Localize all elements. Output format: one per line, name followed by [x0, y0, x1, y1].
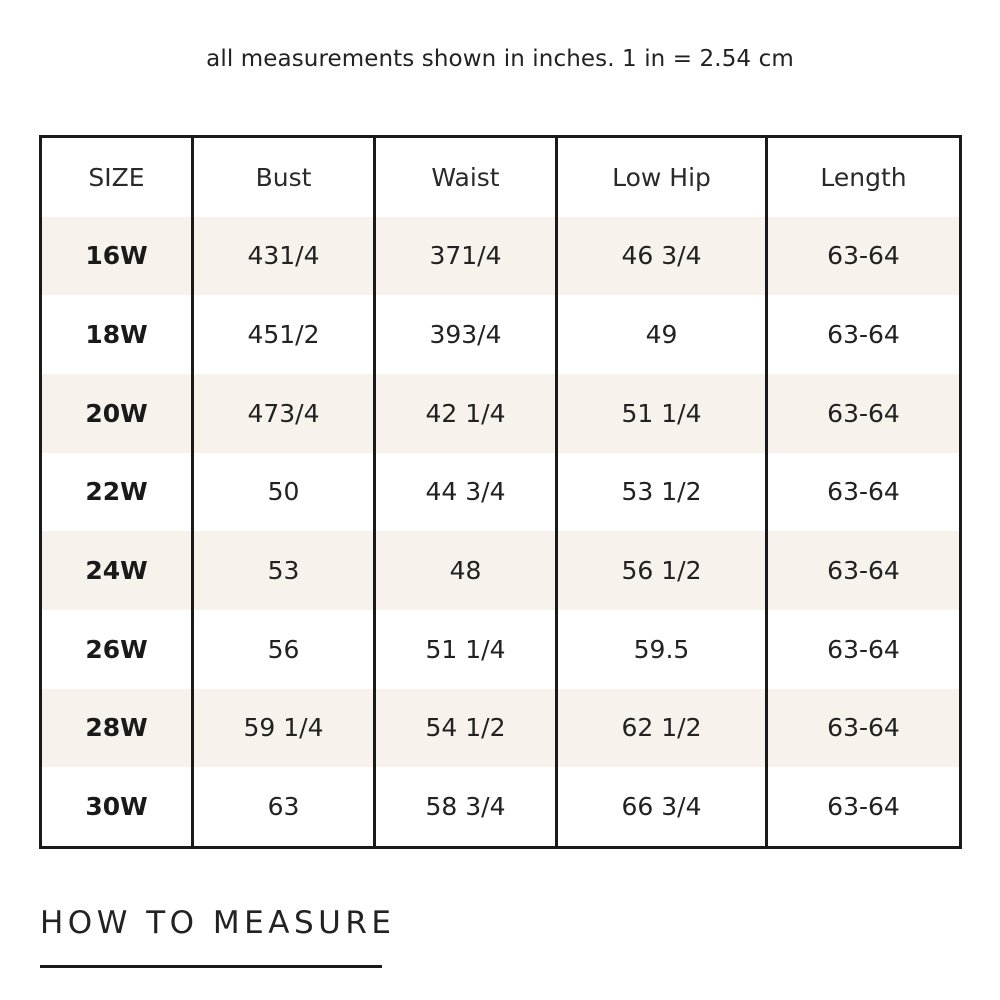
bust-cell: 63	[194, 767, 376, 846]
length-cell: 63-64	[768, 689, 959, 768]
bust-cell: 50	[194, 453, 376, 532]
waist-cell: 393/4	[376, 295, 558, 374]
waist-cell: 44 3/4	[376, 453, 558, 532]
header-low-hip: Low Hip	[558, 138, 768, 217]
header-length: Length	[820, 162, 907, 192]
size-cell: 22W	[42, 453, 194, 532]
length-cell: 63-64	[768, 374, 959, 453]
low-hip-cell: 49	[558, 295, 768, 374]
waist-cell: 51 1/4	[376, 610, 558, 689]
bust-cell: 473/4	[194, 374, 376, 453]
units-note: all measurements shown in inches. 1 in = 2.54 cm	[206, 46, 794, 72]
low-hip-cell: 59.5	[558, 610, 768, 689]
waist-cell: 48	[376, 531, 558, 610]
size-cell: 26W	[42, 610, 194, 689]
waist-cell: 371/4	[376, 217, 558, 296]
header-waist: Waist	[376, 138, 558, 217]
bust-cell: 53	[194, 531, 376, 610]
length-cell: 63-64	[827, 634, 900, 664]
length-cell: 63-64	[827, 477, 900, 507]
low-hip-cell: 66 3/4	[558, 767, 768, 846]
waist-cell: 42 1/4	[376, 374, 558, 453]
low-hip-cell: 46 3/4	[558, 217, 768, 296]
size-chart-table	[39, 135, 962, 849]
bust-cell: 451/2	[194, 295, 376, 374]
low-hip-cell: 51 1/4	[558, 374, 768, 453]
low-hip-cell: 56 1/2	[558, 531, 768, 610]
header-bust: Bust	[194, 138, 376, 217]
length-cell: 63-64	[768, 217, 959, 296]
bust-cell: 56	[194, 610, 376, 689]
how-to-measure-heading[interactable]: HOW TO MEASURE	[40, 905, 396, 941]
size-cell: 28W	[42, 689, 194, 768]
length-cell: 63-64	[827, 320, 900, 350]
length-cell: 63-64	[768, 531, 959, 610]
low-hip-cell: 53 1/2	[558, 453, 768, 532]
size-cell: 16W	[42, 217, 194, 296]
heading-underline	[40, 965, 382, 968]
bust-cell: 59 1/4	[194, 689, 376, 768]
size-cell: 24W	[42, 531, 194, 610]
length-cell: 63-64	[827, 792, 900, 822]
size-cell: 18W	[42, 295, 194, 374]
header-size: SIZE	[42, 138, 194, 217]
bust-cell: 431/4	[194, 217, 376, 296]
size-cell: 30W	[42, 767, 194, 846]
waist-cell: 54 1/2	[376, 689, 558, 768]
size-cell: 20W	[42, 374, 194, 453]
low-hip-cell: 62 1/2	[558, 689, 768, 768]
waist-cell: 58 3/4	[376, 767, 558, 846]
